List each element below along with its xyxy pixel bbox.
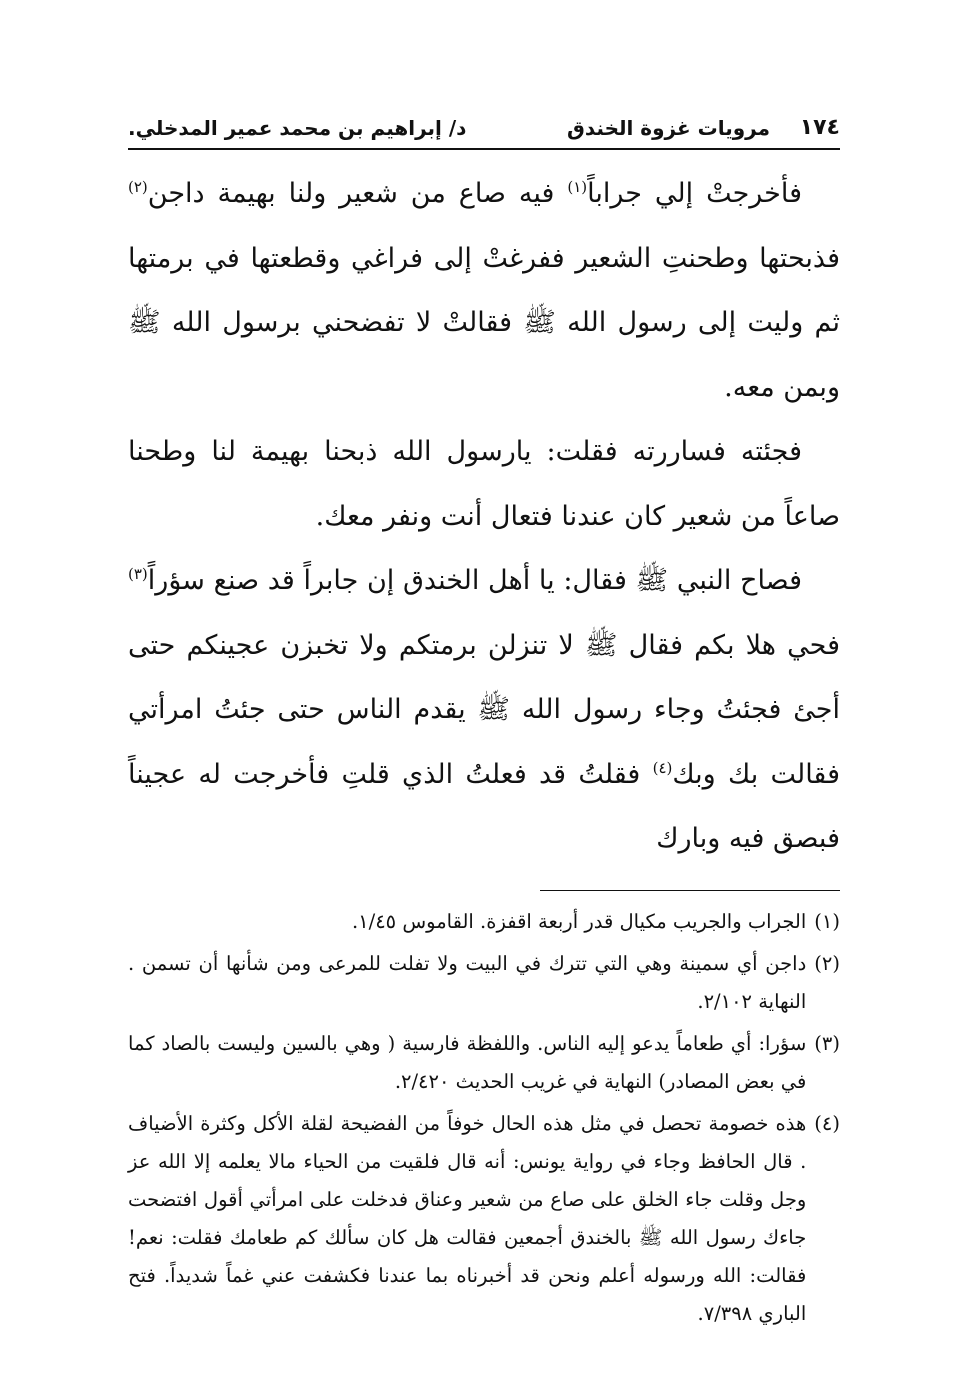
footnote-1 <box>128 903 840 941</box>
paragraph-1-part-a: فأخرجتْ إلي جراباً <box>587 178 802 209</box>
running-header <box>128 108 840 150</box>
book-title: مرويات غزوة الخندق <box>566 116 770 140</box>
footnote-number: (٤) <box>814 1111 840 1135</box>
page-number: ١٧٤ <box>799 115 840 140</box>
document-page <box>128 108 840 1337</box>
footnote-ref-2: (٢) <box>128 178 148 196</box>
footnote-number: (١) <box>814 909 840 933</box>
paragraph-3-part-b: فحي هلا بكم فقال ﷺ لا تنزلن برمتكم ولا تخبزن عجينكم حتى أجئ فجئتُ وجاء رسول الله ﷺ يقدم الناس حتى جئتُ امرأتي فقالت بك وبك <box>128 629 840 790</box>
footnote-text: الجراب والجريب مكيال قدر أربعة اقفزة. القاموس ١/٤٥. <box>351 909 807 933</box>
paragraph-1-part-b: فيه صاع من شعير ولنا بهيمة داجن <box>147 178 568 209</box>
footnote-text: داجن أي سمينة وهي التي تترك في البيت ولا تفلت للمرعى ومن شأنها أن تسمن . النهاية ٢/١٠٢. <box>128 951 807 1013</box>
footnote-2 <box>128 945 840 1021</box>
paragraph-1-part-c: فذبحتها وطحنتِ الشعير ففرغتْ إلى فراغي وقطعتها في برمتها ثم وليت إلى رسول الله ﷺ فقالتْ لا تفضحني برسول الله ﷺ وبمن معه. <box>128 242 840 403</box>
footnote-separator <box>540 890 840 891</box>
author-name: د/ إبراهيم بن محمد عمير المدخلي. <box>128 116 467 140</box>
footnote-ref-4: (٤) <box>652 758 673 777</box>
paragraph-2: فجئته فساررته فقلت: يارسول الله ذبحنا بهيمة لنا وطحنا صاعاً من شعير كان عندنا فتعال أنت ونفر معك. <box>128 436 840 532</box>
paragraph-3-part-a: فصاح النبي ﷺ فقال: يا أهل الخندق إن جابراً قد صنع سؤراً <box>147 565 802 596</box>
paragraph-3 <box>128 549 840 872</box>
footnote-4 <box>128 1105 840 1333</box>
footnote-ref-3: (٣) <box>128 565 148 583</box>
footnote-text: هذه خصومة تحصل في مثل هذه الحال خوفاً من الفضيحة لقلة الأكل وكثرة الأضياف . قال الحافظ وجاء في رواية يونس: أنه قال فلقيت من الحياء مالا يعلمه إلا الله عز وجل وقلت جاء الخلق على صاع من شعير وعناق فدخلت على امرأتي أقول افتضحت جاءك رسول الله ﷺ بالخندق أجمعين فقالت هل كان سألك كم طعامك فقلت: نعم! فقالت: الله ورسوله أعلم ونحن قد أخبرناه بما عندنا فكشفت عني غماً شديداً. فتح الباري ٧/٣٩٨. <box>128 1111 807 1325</box>
footnotes <box>128 903 840 1333</box>
footnote-number: (٣) <box>814 1031 840 1055</box>
main-text <box>128 162 840 872</box>
footnote-3 <box>128 1025 840 1101</box>
footnote-ref-1: (١) <box>567 178 588 196</box>
footnote-text: سؤرا: أي طعاماً يدعو إليه الناس. واللفظة فارسية ( وهي بالسين وليست بالصاد كما في بعض المصادر) النهاية في غريب الحديث ٢/٤٢٠. <box>128 1031 807 1093</box>
paragraph-3-part-c: فقلتُ قد فعلتُ الذي قلتِ فأخرجت له عجيناً فبصق فيه وبارك <box>128 758 840 854</box>
paragraph-1 <box>128 162 840 420</box>
footnote-number: (٢) <box>814 951 840 975</box>
